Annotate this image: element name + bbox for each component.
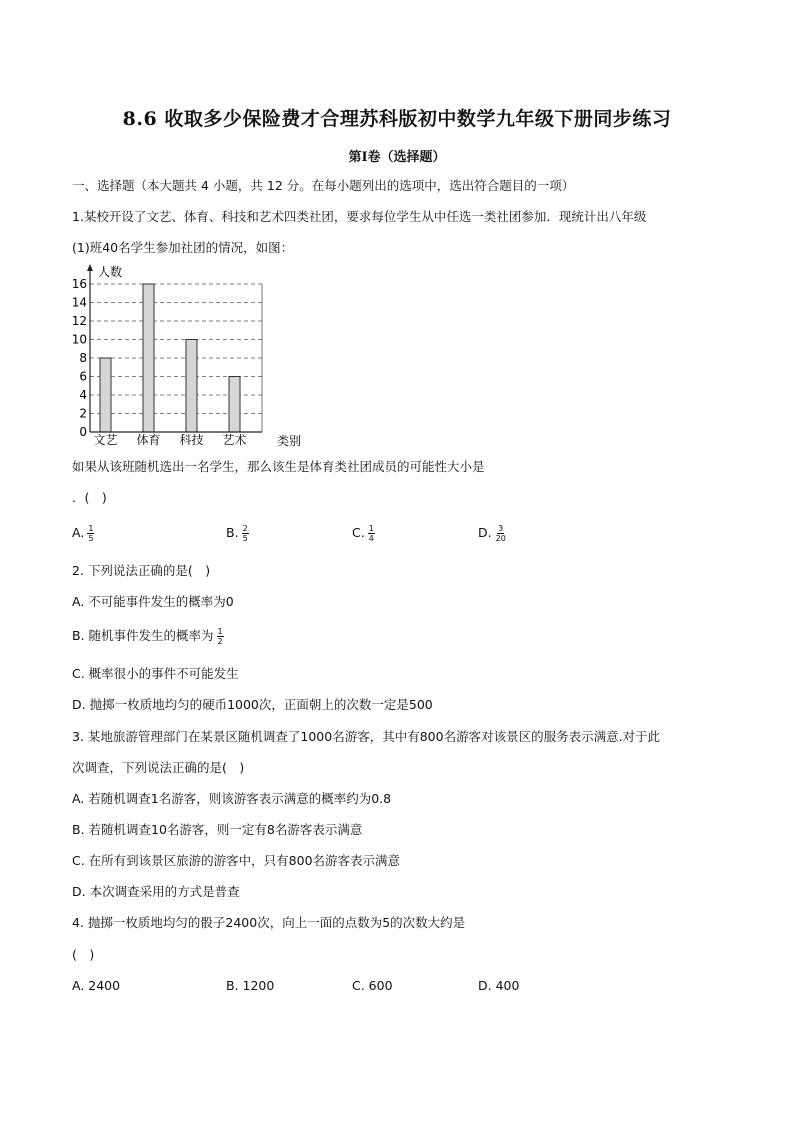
q3-option-a: A. 若随机调查1名游客，则该游客表示满意的概率约为0.8	[72, 791, 392, 806]
chart-y-tick-label: 10	[72, 332, 87, 347]
q1-stem-line2: (1)班40名学生参加社团的情况，如图：	[72, 240, 294, 255]
chart-y-tick-label: 16	[72, 277, 87, 291]
chart-bar	[143, 284, 154, 432]
chart-category-label: 艺术	[222, 433, 247, 447]
q4-option-c: C. 600	[352, 978, 393, 993]
q3-option-b: B. 若随机调查10名游客，则一定有8名游客表示满意	[72, 822, 363, 837]
q1-stem-line4: ．( )	[72, 490, 107, 505]
q4-option-a: A. 2400	[72, 978, 121, 993]
chart-x-label: 类别	[277, 434, 302, 448]
chart-bar	[186, 340, 197, 433]
chart-y-tick-label: 12	[72, 314, 87, 328]
q1-stem-line3: 如果从该班随机选出一名学生，那么该生是体育类社团成员的可能性大小是	[72, 459, 485, 474]
q1-option-c: C. $\frac{1}{4}$	[352, 524, 374, 543]
chart-category-label: 科技	[179, 433, 204, 447]
q1-option-b: B. $\frac{2}{5}$	[226, 524, 248, 543]
q4-option-b: B. 1200	[226, 978, 275, 993]
q1-bar-chart	[72, 262, 308, 448]
chart-y-tick-label: 14	[72, 295, 87, 310]
chart-y-axis-arrow	[87, 264, 93, 271]
chart-x-categories	[93, 432, 246, 447]
chart-category-label: 体育	[136, 433, 161, 447]
q2-option-a: A. 不可能事件发生的概率为0	[72, 594, 234, 609]
chart-y-tick-label: 6	[79, 369, 87, 384]
q3-stem-line2: 次调查，下列说法正确的是( )	[72, 760, 245, 775]
q3-option-c: C. 在所有到该景区旅游的游客中，只有800名游客表示满意	[72, 853, 401, 868]
chart-y-tick-label: 0	[79, 425, 87, 439]
q1-option-d: D. $\frac{3}{20}$	[478, 524, 506, 543]
q4-option-d: D. 400	[478, 978, 520, 993]
chart-y-tick-label: 8	[79, 351, 87, 365]
q2-option-d: D. 抛掷一枚质地均匀的硬币1000次，正面朝上的次数一定是500	[72, 697, 433, 712]
q2-option-b: B. 随机事件发生的概率为 $\frac{1}{2}$	[72, 627, 223, 646]
chart-y-tick-label: 4	[79, 388, 87, 402]
q3-option-d: D. 本次调查采用的方式是普查	[72, 884, 240, 899]
chart-bar	[229, 377, 240, 433]
q2-option-c: C. 概率很小的事件不可能发生	[72, 666, 239, 681]
q1-stem-line1: 1.某校开设了文艺、体育、科技和艺术四类社团，要求每位学生从中任选一类社团参加．现统计出八年级	[72, 209, 647, 224]
chart-y-tick-label: 2	[79, 406, 87, 421]
section-volume-title: 第I卷（选择题）	[348, 150, 446, 165]
q4-stem-line1: 4. 抛掷一枚质地均匀的骰子2400次，向上一面的点数为5的次数大约是	[72, 915, 466, 930]
page-title: 8.6 收取多少保险费才合理苏科版初中数学九年级下册同步练习	[122, 108, 672, 130]
q4-stem-line2: ( )	[72, 947, 95, 962]
chart-category-label: 文艺	[93, 433, 118, 447]
q3-stem-line1: 3. 某地旅游管理部门在某景区随机调查了1000名游客，其中有800名游客对该景区的服务表示满意.对于此	[72, 729, 661, 744]
chart-y-label: 人数	[98, 265, 123, 279]
section-heading: 一、选择题（本大题共 4 小题，共 12 分。在每小题列出的选项中，选出符合题目的一项）	[72, 178, 575, 193]
chart-y-ticks	[72, 277, 87, 439]
q2-stem: 2. 下列说法正确的是( )	[72, 563, 211, 578]
chart-bar	[100, 358, 111, 432]
q1-option-a: A. $\frac{1}{5}$	[72, 524, 94, 543]
